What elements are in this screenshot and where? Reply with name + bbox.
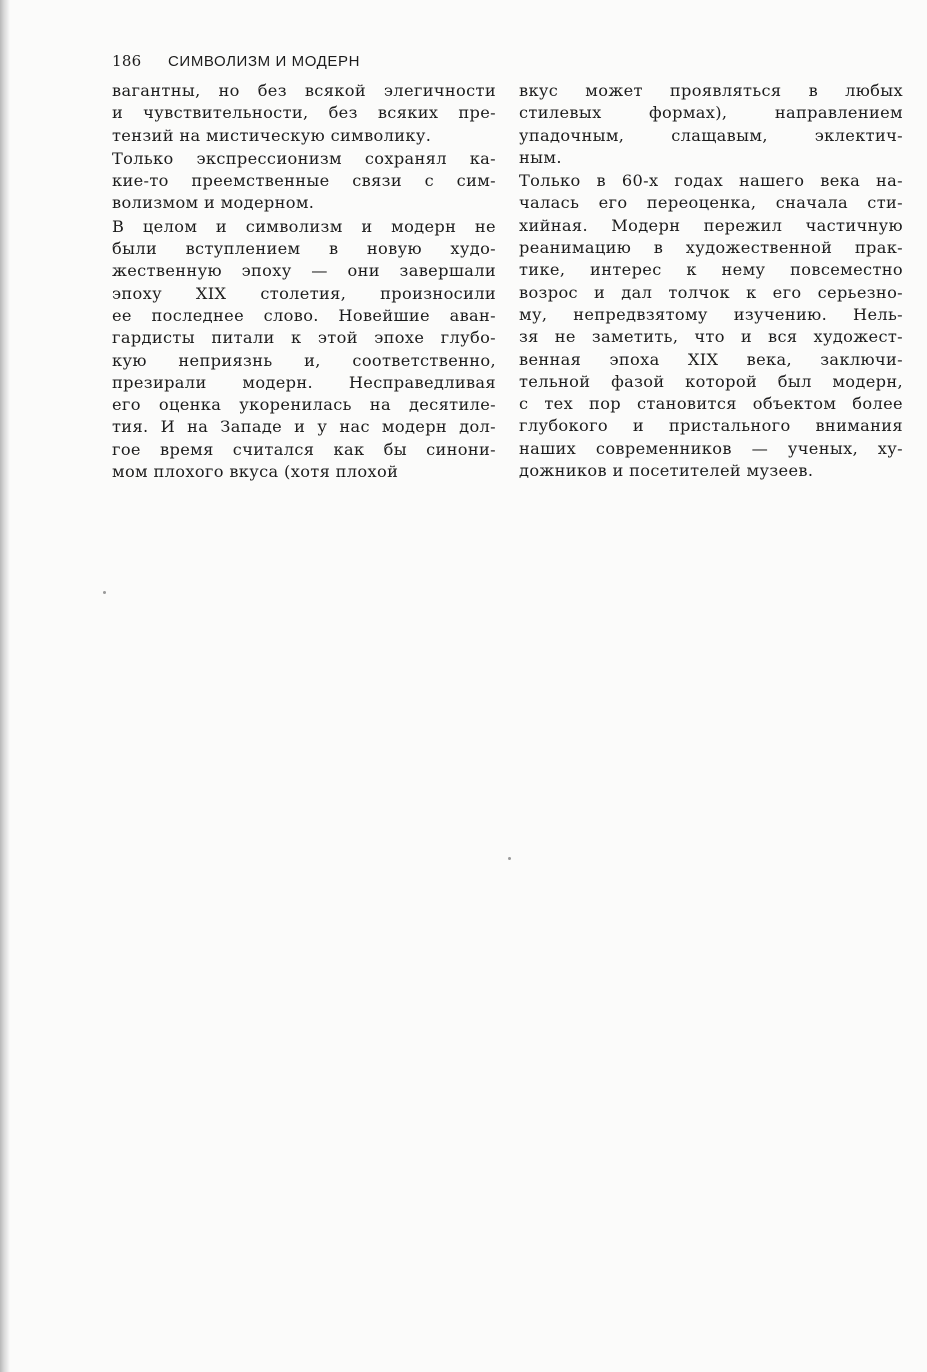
text-line: му, непредвзятому изучению. Нель- bbox=[519, 304, 903, 324]
text-line: кую неприязнь и, соответственно, bbox=[112, 350, 496, 370]
text-line: вкус может проявляться в любых bbox=[519, 81, 903, 100]
page-number: 186 bbox=[112, 52, 142, 70]
text-column-right bbox=[519, 80, 903, 482]
text-line: ным. bbox=[519, 147, 562, 167]
text-line: дожников и посетителей музеев. bbox=[519, 461, 814, 481]
text-line: венная эпоха XIX века, заключи- bbox=[519, 349, 903, 369]
running-title: СИМВОЛИЗМ И МОДЕРН bbox=[168, 53, 361, 70]
paper-speck bbox=[508, 857, 511, 860]
text-line: были вступлением в новую худо- bbox=[112, 239, 496, 259]
running-header bbox=[112, 52, 360, 70]
text-line: стилевых формах), направлением bbox=[519, 103, 903, 123]
text-line: гардисты питали к этой эпохе глубо- bbox=[112, 328, 496, 348]
text-line: В целом и символизм и модерн не bbox=[112, 216, 496, 236]
paragraph bbox=[112, 80, 496, 147]
text-line: мом плохого вкуса (хотя плохой bbox=[112, 462, 399, 482]
text-line: тия. И на Западе и у нас модерн дол- bbox=[112, 417, 496, 437]
text-line: ее последнее слово. Новейшие аван- bbox=[112, 305, 496, 325]
text-line: Только экспрессионизм сохранял ка- bbox=[112, 148, 496, 168]
text-line: презирали модерн. Несправедливая bbox=[112, 372, 496, 392]
text-line: тензий на мистическую символику. bbox=[112, 125, 432, 145]
paragraph bbox=[112, 148, 496, 215]
text-line: Только в 60-х годах нашего века на- bbox=[519, 171, 903, 191]
text-line: возрос и дал толчок к его серьезно- bbox=[519, 282, 903, 302]
paper-speck bbox=[103, 591, 106, 594]
text-column-left bbox=[112, 80, 496, 483]
text-line: реанимацию в художественной прак- bbox=[519, 238, 903, 258]
text-line: волизмом и модерном. bbox=[112, 193, 315, 213]
text-line: жественную эпоху — они завершали bbox=[112, 261, 496, 281]
text-line: эпоху XIX столетия, произносили bbox=[112, 283, 496, 303]
text-line: тельной фазой которой был модерн, bbox=[519, 371, 903, 391]
text-line: вагантны, но без всякой элегичности bbox=[112, 81, 496, 100]
text-line: хийная. Модерн пережил частичную bbox=[519, 215, 903, 235]
paragraph bbox=[519, 80, 903, 169]
text-line: кие-то преемственные связи с сим- bbox=[112, 171, 496, 191]
text-line: тике, интерес к нему повсеместно bbox=[519, 260, 903, 280]
paragraph bbox=[519, 170, 903, 482]
text-line: упадочным, слащавым, эклектич- bbox=[519, 125, 903, 145]
text-line: его оценка укоренилась на десятиле- bbox=[112, 395, 496, 415]
text-line: и чувствительности, без всяких пре- bbox=[112, 103, 496, 123]
text-line: наших современников — ученых, ху- bbox=[519, 438, 903, 458]
text-line: глубокого и пристального внимания bbox=[519, 416, 903, 436]
text-line: чалась его переоценка, сначала сти- bbox=[519, 193, 903, 213]
text-line: зя не заметить, что и вся художест- bbox=[519, 327, 903, 347]
paragraph bbox=[112, 216, 496, 484]
text-line: гое время считался как бы синони- bbox=[112, 439, 496, 459]
text-line: с тех пор становится объектом более bbox=[519, 394, 903, 414]
page-binding-shadow bbox=[0, 0, 10, 1372]
